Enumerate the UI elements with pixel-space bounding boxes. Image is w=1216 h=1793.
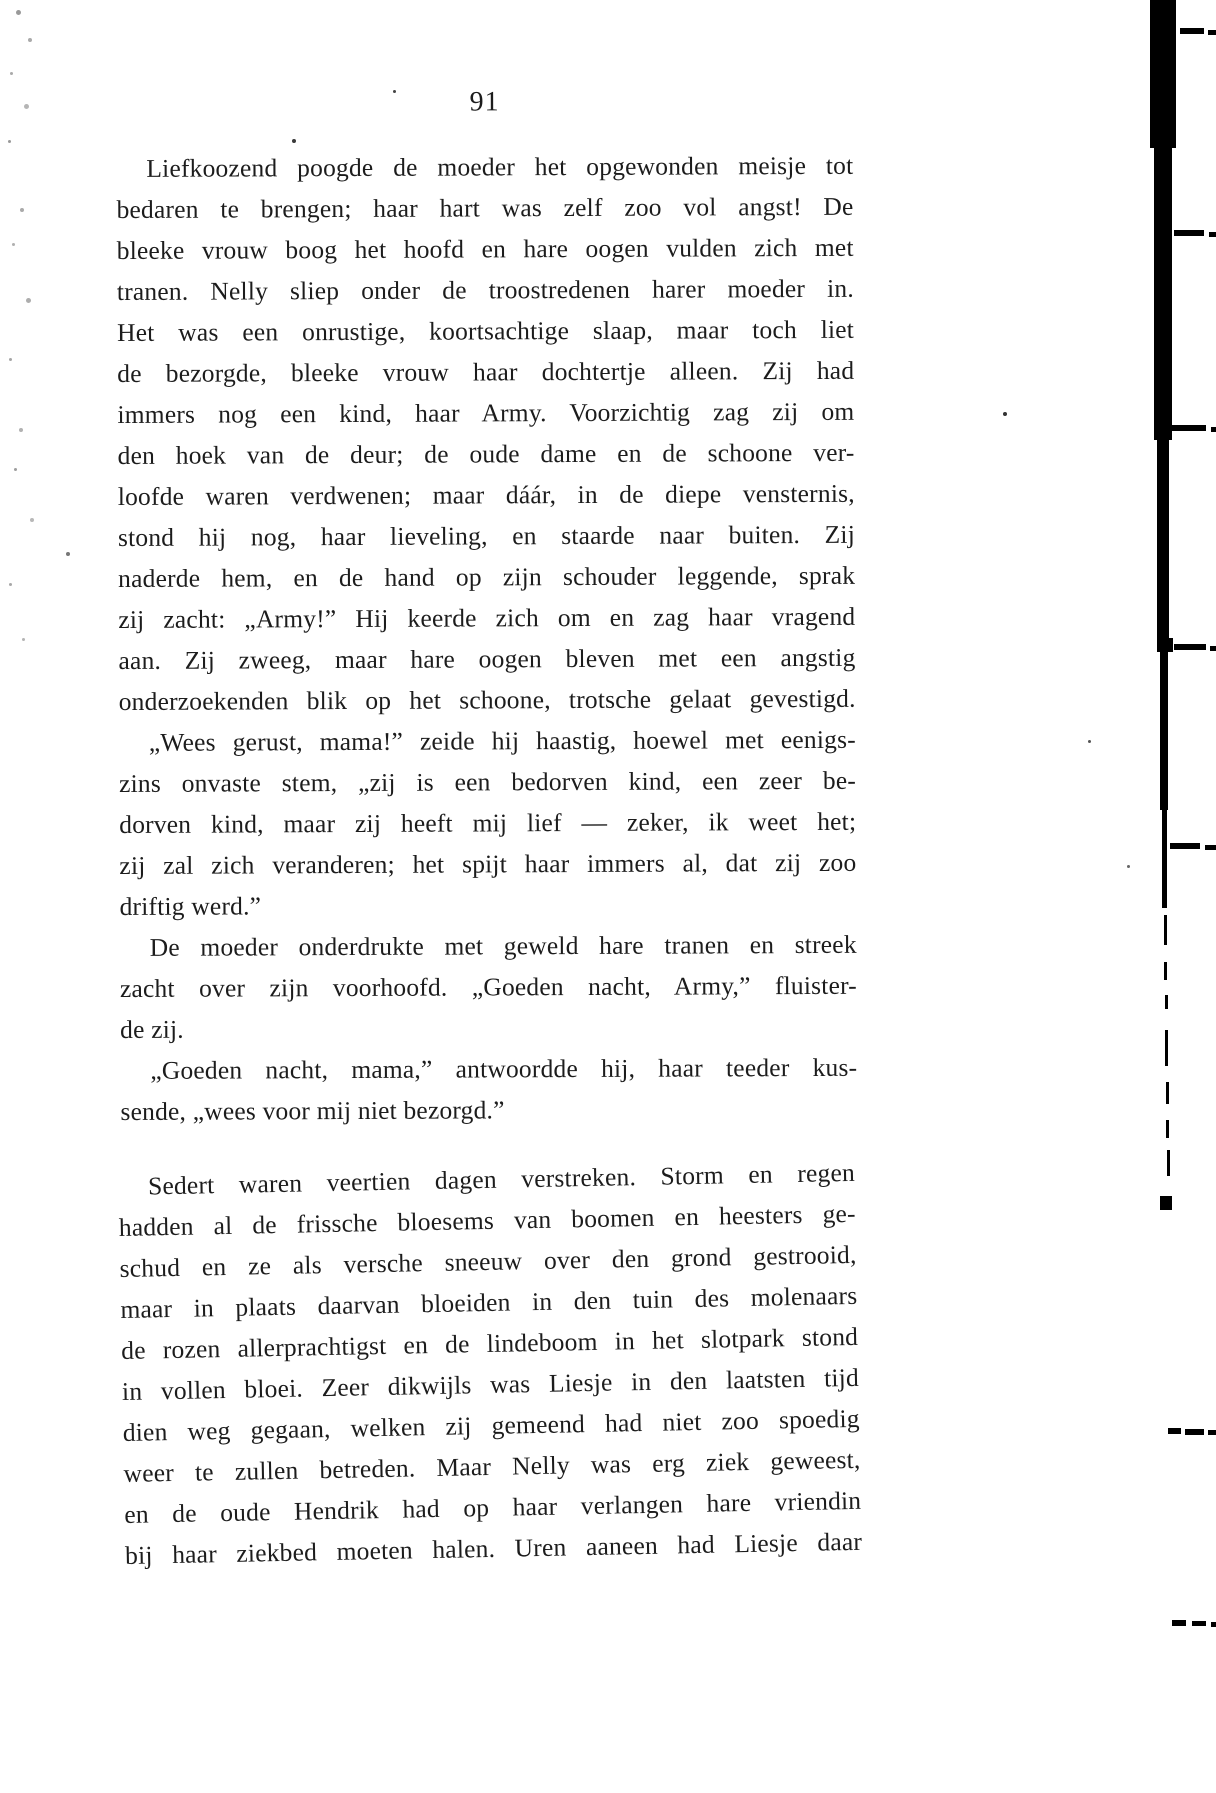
scan-speckle	[1127, 865, 1130, 868]
binding-bar-segment	[1165, 995, 1168, 1009]
text-line: zins onvaste stem, „zij is een bedorven kind, een zeer be-	[118, 765, 857, 798]
text-line: sende, „wees voor mij niet bezorgd.”	[120, 1095, 505, 1126]
margin-dash-mark	[1174, 644, 1206, 650]
margin-dash-mark	[1210, 646, 1216, 651]
margin-dash-mark	[1211, 1622, 1216, 1627]
text-line: de bezorgde, bleeke vrouw haar dochtertje alleen. Zij had	[117, 355, 855, 388]
binding-bar-segment	[1166, 1120, 1169, 1138]
paragraph	[116, 145, 855, 722]
binding-bar-segment	[1157, 440, 1169, 652]
binding-bar-segment	[1165, 1030, 1168, 1066]
margin-dash-mark	[1205, 845, 1216, 850]
margin-dash-mark	[1168, 1428, 1181, 1434]
scan-speckle	[8, 140, 11, 143]
scan-speckle	[22, 638, 25, 641]
scan-speckle	[1003, 412, 1007, 416]
text-line: schud en ze als versche sneeuw over den grond gestrooid,	[119, 1239, 857, 1284]
binding-bar-segment	[1154, 148, 1172, 440]
scan-speckle	[12, 243, 15, 246]
scan-speckle	[9, 358, 12, 361]
text-line: weer te zullen betreden. Maar Nelly was erg ziek geweest,	[123, 1444, 861, 1488]
text-line: hadden al de frissche bloesems van boomen en heesters ge-	[118, 1198, 856, 1243]
text-line: bij haar ziekbed moeten halen. Uren aaneen had Liesje daar	[124, 1526, 863, 1570]
text-line: dorven kind, maar zij heeft mij lief — zeker, ik weet het;	[119, 806, 857, 839]
binding-bar-segment	[1160, 1196, 1172, 1210]
text-line: Het was een onrustige, koortsachtige slaap, maar toch liet	[117, 314, 855, 347]
binding-bar-segment	[1164, 962, 1167, 980]
scan-speckle	[1088, 740, 1091, 743]
text-line: de rozen allerprachtigst en de lindeboom in het slotpark stond	[120, 1321, 859, 1365]
margin-dash-mark	[1172, 1620, 1186, 1626]
margin-dash-mark	[1170, 843, 1200, 849]
text-line: immers nog een kind, haar Army. Voorzichtig zag zij om	[117, 396, 855, 429]
scan-speckle	[28, 38, 32, 42]
binding-bar-segment	[1162, 810, 1167, 908]
text-line: stond hij nog, haar lieveling, en staarde naar buiten. Zij	[117, 519, 856, 552]
margin-dash-mark	[1208, 30, 1216, 35]
text-line: bedaren te brengen; haar hart was zelf zoo vol angst! De	[116, 191, 854, 224]
margin-dash-mark	[1185, 1429, 1204, 1435]
scan-speckle	[14, 468, 17, 471]
text-line: aan. Zij zweeg, maar hare oogen bleven met een angstig	[118, 642, 856, 675]
text-line: zacht over zijn voorhoofd. „Goeden nacht, Army,” fluister-	[119, 970, 857, 1003]
margin-dash-mark	[1172, 425, 1206, 431]
text-line: naderde hem, en de hand op zijn schouder leggende, sprak	[118, 560, 856, 593]
paragraph	[118, 1152, 863, 1576]
text-line: zij zal zich veranderen; het spijt haar immers al, dat zij zoo	[119, 847, 857, 880]
text-line: bleeke vrouw boog het hoofd en hare oogen vulden zich met	[116, 232, 854, 265]
text-line: in vollen bloei. Zeer dikwijls was Liesje in den laatsten tijd	[121, 1362, 860, 1406]
text-line: den hoek van de deur; de oude dame en de schoone ver-	[117, 437, 855, 470]
text-line: Sedert waren veertien dagen verstreken. Storm en regen	[147, 1157, 856, 1201]
margin-dash-mark	[1211, 427, 1216, 432]
scan-speckle	[66, 552, 70, 556]
scan-speckle	[9, 583, 12, 586]
text-line: „Wees gerust, mama!” zeide hij haastig, hoewel met eenigs-	[148, 724, 856, 757]
binding-bar-segment	[1150, 0, 1176, 148]
scan-speckle	[30, 518, 34, 522]
margin-dash-mark	[1209, 232, 1216, 237]
scan-speckle	[20, 208, 24, 212]
page-number: 91	[469, 86, 500, 118]
text-line: tranen. Nelly sliep onder de troostredenen harer moeder in.	[116, 273, 854, 306]
binding-bar-segment	[1167, 1150, 1170, 1176]
margin-dash-mark	[1159, 638, 1173, 652]
margin-dash-mark	[1208, 1430, 1216, 1435]
text-line: de zij.	[120, 1014, 184, 1044]
text-line: dien weg gegaan, welken zij gemeend had niet zoo spoedig	[122, 1403, 860, 1447]
paragraph	[119, 719, 857, 927]
binding-bar-segment	[1166, 1082, 1169, 1104]
text-line: zij zacht: „Army!” Hij keerde zich om en zag haar vragend	[118, 601, 856, 634]
scan-speckle	[393, 90, 396, 93]
paragraph	[120, 924, 858, 1050]
scan-speckle	[16, 10, 21, 15]
scan-speckle	[292, 139, 296, 143]
scan-speckle	[19, 428, 23, 432]
text-line: onderzoekenden blik op het schoone, trotsche gelaat gevestigd.	[118, 683, 856, 716]
paragraph	[120, 1047, 857, 1132]
text-line: en de oude Hendrik had op haar verlangen hare vriendin	[124, 1485, 862, 1529]
margin-dash-mark	[1180, 28, 1204, 34]
text-line: Liefkoozend poogde de moeder het opgewonden meisje tot	[146, 150, 854, 183]
scan-speckle	[10, 72, 13, 75]
scan-speckle	[24, 104, 29, 109]
text-line: driftig werd.”	[119, 891, 262, 921]
binding-bar-segment	[1164, 915, 1167, 945]
scan-speckle	[26, 298, 31, 303]
margin-dash-mark	[1174, 230, 1204, 236]
text-line: maar in plaats daarvan bloeiden in den tuin des molenaars	[120, 1280, 858, 1324]
text-line: „Goeden nacht, mama,” antwoordde hij, haar teeder kus-	[150, 1052, 858, 1085]
text-column	[116, 85, 863, 1576]
text-line: loofde waren verdwenen; maar dáár, in de diepe vensternis,	[117, 478, 855, 511]
binding-bar-segment	[1160, 652, 1168, 810]
body-text	[116, 145, 863, 1576]
margin-dash-mark	[1192, 1621, 1206, 1626]
text-line: De moeder onderdrukte met geweld hare tranen en streek	[149, 929, 857, 962]
